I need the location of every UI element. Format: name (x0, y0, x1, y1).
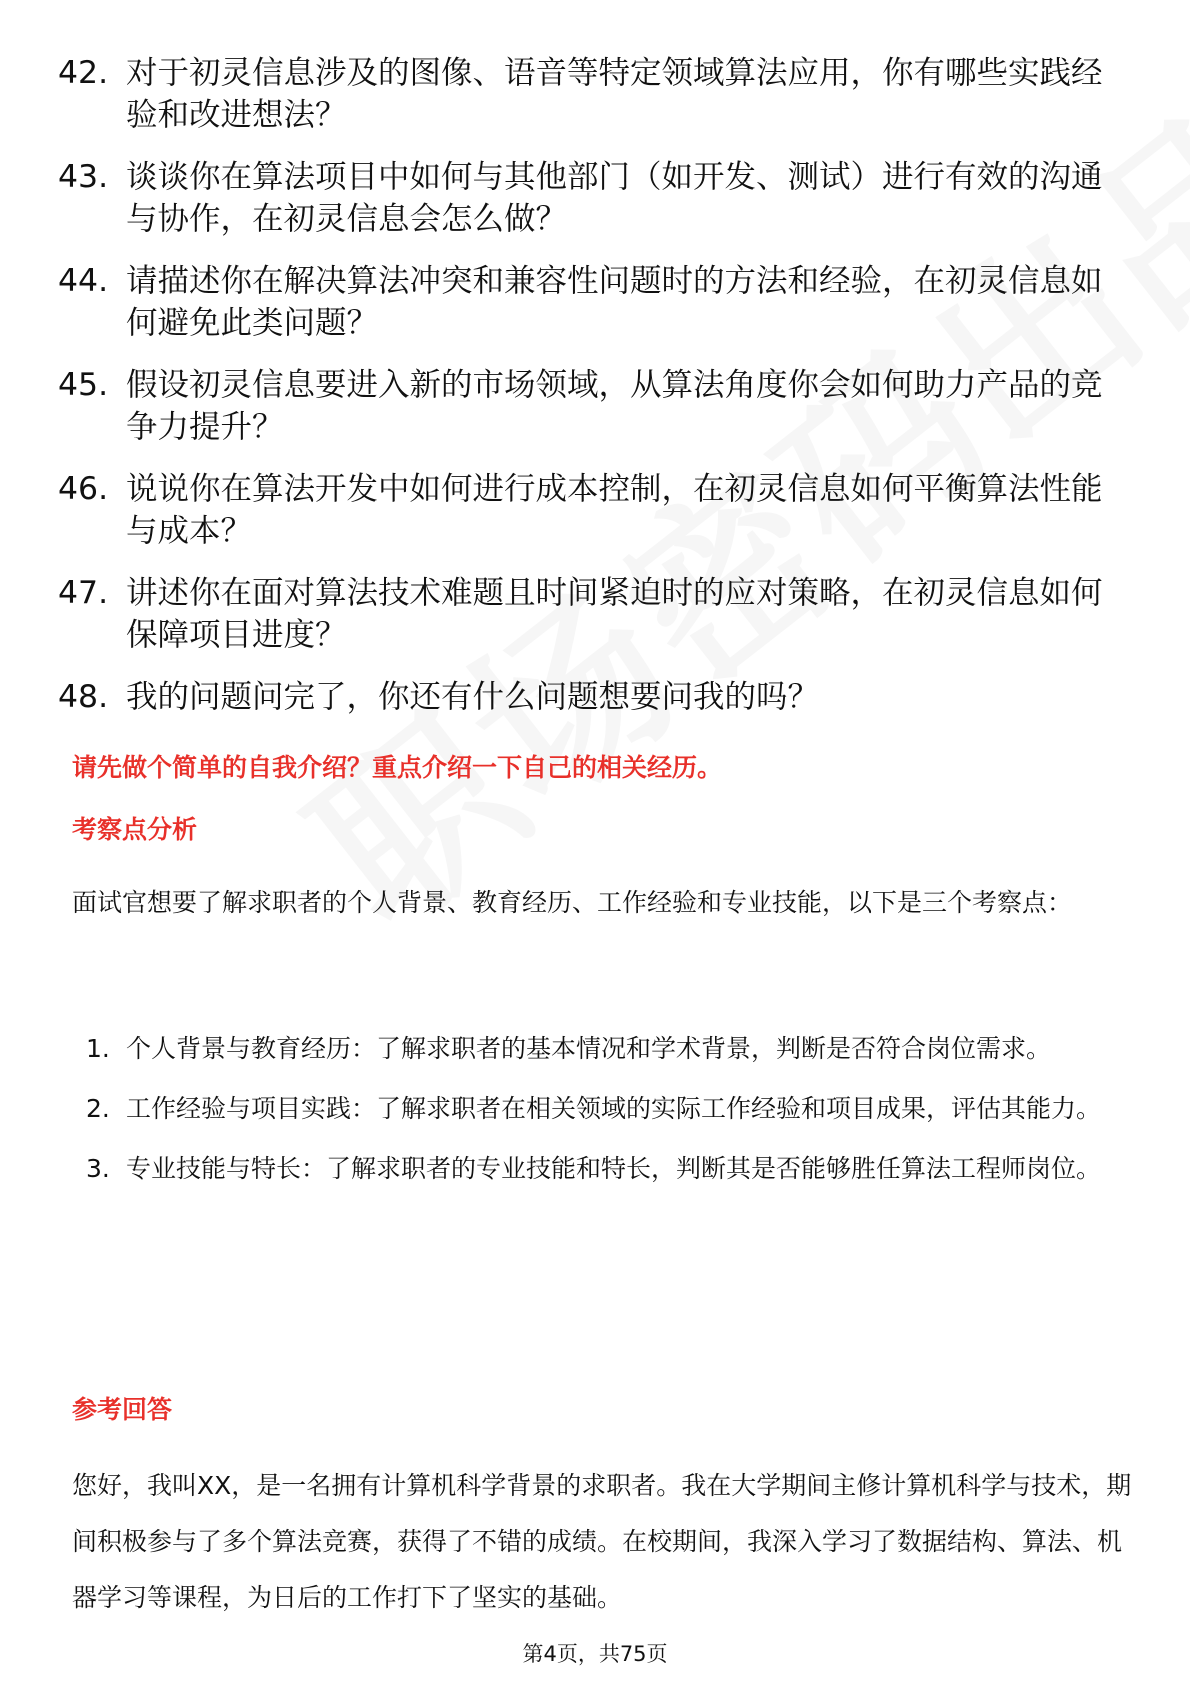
question-item (58, 52, 1118, 136)
question-item (58, 364, 1118, 448)
analysis-point (86, 1080, 1126, 1138)
question-text: 讲述你在面对算法技术难题且时间紧迫时的应对策略，在初灵信息如何保障项目进度？ (126, 575, 1103, 653)
question-number: 45. (58, 367, 109, 403)
question-text: 说说你在算法开发中如何进行成本控制，在初灵信息如何平衡算法性能与成本？ (126, 471, 1103, 549)
question-number: 46. (58, 471, 109, 507)
question-number: 42. (58, 55, 109, 91)
question-item (58, 156, 1118, 240)
question-number: 47. (58, 575, 109, 611)
analysis-point-list (86, 1020, 1126, 1200)
answer-text: 您好，我叫XX，是一名拥有计算机科学背景的求职者。我在大学期间主修计算机科学与技术，期间积极参与了多个算法竞赛，获得了不错的成绩。在校期间，我深入学习了数据结构、算法、机器学习等课程，为日后的工作打下了坚实的基础。 (72, 1471, 1132, 1612)
page-footer: 第4页，共75页 (522, 1642, 668, 1666)
analysis-point-text: 专业技能与特长：了解求职者的专业技能和特长，判断其是否能够胜任算法工程师岗位。 (126, 1154, 1102, 1183)
question-text: 假设初灵信息要进入新的市场领域，从算法角度你会如何助力产品的竞争力提升？ (126, 367, 1103, 445)
question-item (58, 468, 1118, 552)
question-text: 对于初灵信息涉及的图像、语音等特定领域算法应用，你有哪些实践经验和改进想法？ (126, 55, 1103, 133)
question-text: 请描述你在解决算法冲突和兼容性问题时的方法和经验，在初灵信息如何避免此类问题？ (126, 263, 1103, 341)
question-item (58, 572, 1118, 656)
analysis-point-number: 1. (86, 1034, 110, 1063)
question-number: 43. (58, 159, 109, 195)
question-number: 44. (58, 263, 109, 299)
question-text: 我的问题问完了，你还有什么问题想要问我的吗？ (126, 679, 820, 715)
question-list (58, 52, 1118, 738)
analysis-point-text: 个人背景与教育经历：了解求职者的基本情况和学术背景，判断是否符合岗位需求。 (126, 1034, 1052, 1063)
section-question-title: 请先做个简单的自我介绍？重点介绍一下自己的相关经历。 (72, 753, 723, 782)
analysis-intro: 面试官想要了解求职者的个人背景、教育经历、工作经验和专业技能，以下是三个考察点： (72, 888, 1073, 917)
analysis-heading: 考察点分析 (72, 815, 198, 844)
question-text: 谈谈你在算法项目中如何与其他部门（如开发、测试）进行有效的沟通与协作，在初灵信息会怎么做？ (126, 159, 1103, 237)
question-number: 48. (58, 679, 109, 715)
question-item (58, 676, 1118, 718)
question-item (58, 260, 1118, 344)
analysis-point (86, 1140, 1126, 1198)
analysis-point-number: 3. (86, 1154, 110, 1183)
answer-heading: 参考回答 (72, 1395, 173, 1424)
analysis-point (86, 1020, 1126, 1078)
analysis-point-number: 2. (86, 1094, 110, 1123)
analysis-point-text: 工作经验与项目实践：了解求职者在相关领域的实际工作经验和项目成果，评估其能力。 (126, 1094, 1102, 1123)
